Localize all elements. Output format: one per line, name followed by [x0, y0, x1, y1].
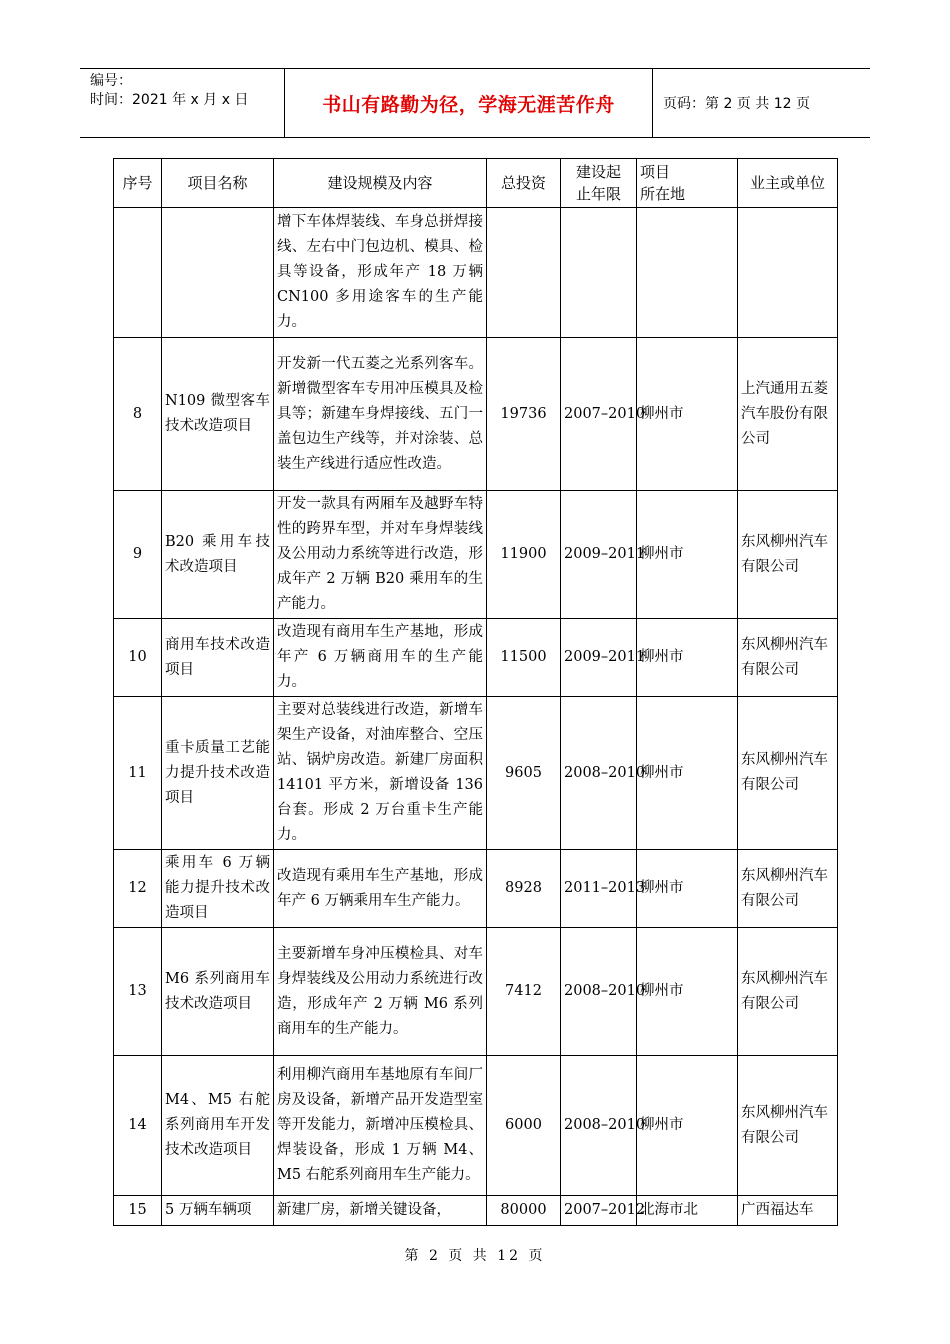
cell-location: 柳州市: [637, 491, 738, 619]
cell-scope: 主要新增车身冲压模检具、对车身焊装线及公用动力系统进行改造，形成年产 2 万辆 M6 系列商用车的生产能力。: [274, 928, 487, 1056]
cell-index: 13: [114, 928, 162, 1056]
cell-name: N109 微型客车技术改造项目: [162, 338, 274, 491]
col-header-years-line1: 建设起: [575, 163, 621, 181]
cell-name: M4、M5 右舵系列商用车开发技术改造项目: [162, 1056, 274, 1196]
cell-name: 商用车技术改造项目: [162, 619, 274, 697]
cell-scope: 增下车体焊装线、车身总拼焊接线、左右中门包边机、模具、检具等设备，形成年产 18 万辆 CN100 多用途客车的生产能力。: [274, 208, 487, 338]
cell-index: 8: [114, 338, 162, 491]
table-row: [114, 208, 838, 338]
col-header-name: 项目名称: [162, 159, 274, 208]
table-row: [114, 697, 838, 850]
table-row: [114, 1196, 838, 1226]
cell-index: 14: [114, 1056, 162, 1196]
table-row: [114, 619, 838, 697]
cell-index: 11: [114, 697, 162, 850]
cell-investment: 19736: [487, 338, 561, 491]
cell-owner: 东风柳州汽车有限公司: [738, 697, 838, 850]
cell-owner: 东风柳州汽车有限公司: [738, 1056, 838, 1196]
cell-owner: 东风柳州汽车有限公司: [738, 619, 838, 697]
cell-name: [162, 208, 274, 338]
cell-owner: 东风柳州汽车有限公司: [738, 850, 838, 928]
col-header-location-line2: 所在地: [640, 185, 686, 203]
cell-scope: 利用柳汽商用车基地原有车间厂房及设备，新增产品开发造型室等开发能力，新增冲压模检具、焊装设备，形成 1 万辆 M4、M5 右舵系列商用车生产能力。: [274, 1056, 487, 1196]
cell-investment: [487, 208, 561, 338]
cell-location: 柳州市: [637, 697, 738, 850]
cell-investment: 11500: [487, 619, 561, 697]
cell-owner: 东风柳州汽车有限公司: [738, 928, 838, 1056]
table-header-row: [114, 159, 838, 208]
cell-location: 柳州市: [637, 1056, 738, 1196]
cell-location: 柳州市: [637, 928, 738, 1056]
col-header-scope: 建设规模及内容: [274, 159, 487, 208]
cell-name: M6 系列商用车技术改造项目: [162, 928, 274, 1056]
col-header-investment: 总投资: [487, 159, 561, 208]
table-row: [114, 1056, 838, 1196]
cell-years: 2008–2010: [561, 697, 637, 850]
table-row: [114, 338, 838, 491]
col-header-location-line1: 项目: [640, 163, 671, 181]
cell-index: 10: [114, 619, 162, 697]
cell-location: 北海市北: [637, 1196, 738, 1226]
cell-index: [114, 208, 162, 338]
cell-years: [561, 208, 637, 338]
cell-scope: 主要对总装线进行改造，新增车架生产设备，对油库整合、空压站、锅炉房改造。新建厂房面积 14101 平方米，新增设备 136 台套。形成 2 万台重卡生产能力。: [274, 697, 487, 850]
cell-location: 柳州市: [637, 619, 738, 697]
cell-index: 9: [114, 491, 162, 619]
header-motto: 书山有路勤为径，学海无涯苦作舟: [285, 69, 653, 137]
header-page-info: 页码：第 2 页 共 12 页: [663, 96, 810, 112]
cell-owner: 广西福达车: [738, 1196, 838, 1226]
cell-location: [637, 208, 738, 338]
table-row: [114, 491, 838, 619]
cell-name: B20 乘用车技术改造项目: [162, 491, 274, 619]
cell-investment: 7412: [487, 928, 561, 1056]
table-row: [114, 850, 838, 928]
project-table: [113, 158, 838, 1226]
col-header-owner: 业主或单位: [738, 159, 838, 208]
page-header: [80, 68, 870, 138]
cell-investment: 6000: [487, 1056, 561, 1196]
cell-name: 乘用车 6 万辆能力提升技术改造项目: [162, 850, 274, 928]
col-header-years: [561, 159, 637, 208]
header-meta: [80, 69, 285, 137]
cell-name: 5 万辆车辆项: [162, 1196, 274, 1226]
cell-index: 12: [114, 850, 162, 928]
cell-location: 柳州市: [637, 338, 738, 491]
col-header-index: 序号: [114, 159, 162, 208]
cell-scope: 改造现有乘用车生产基地，形成年产 6 万辆乘用车生产能力。: [274, 850, 487, 928]
col-header-years-line2: 止年限: [575, 185, 621, 203]
cell-years: 2008–2010: [561, 928, 637, 1056]
cell-scope: 开发新一代五菱之光系列客车。新增微型客车专用冲压模具及检具等；新建车身焊接线、五门一盖包边生产线等，并对涂装、总装生产线进行适应性改造。: [274, 338, 487, 491]
cell-owner: 上汽通用五菱汽车股份有限公司: [738, 338, 838, 491]
cell-location: 柳州市: [637, 850, 738, 928]
cell-years: 2007–2010: [561, 338, 637, 491]
cell-years: 2009–2011: [561, 619, 637, 697]
cell-investment: 80000: [487, 1196, 561, 1226]
table-row: [114, 928, 838, 1056]
cell-owner: 东风柳州汽车有限公司: [738, 491, 838, 619]
col-header-location: [637, 159, 738, 208]
page-footer: 第 2 页 共 12 页: [404, 1248, 546, 1264]
serial-label: 编号：: [90, 73, 132, 89]
cell-scope: 新建厂房，新增关键设备，: [274, 1196, 487, 1226]
time-label: 时间：2021 年 x 月 x 日: [90, 92, 249, 108]
cell-name: 重卡质量工艺能力提升技术改造项目: [162, 697, 274, 850]
cell-scope: 改造现有商用车生产基地，形成年产 6 万辆商用车的生产能力。: [274, 619, 487, 697]
cell-years: 2009–2011: [561, 491, 637, 619]
cell-investment: 11900: [487, 491, 561, 619]
cell-years: 2011–2013: [561, 850, 637, 928]
cell-scope: 开发一款具有两厢车及越野车特性的跨界车型，并对车身焊装线及公用动力系统等进行改造，形成年产 2 万辆 B20 乘用车的生产能力。: [274, 491, 487, 619]
cell-years: 2007–2012: [561, 1196, 637, 1226]
cell-index: 15: [114, 1196, 162, 1226]
cell-investment: 8928: [487, 850, 561, 928]
cell-years: 2008–2010: [561, 1056, 637, 1196]
cell-investment: 9605: [487, 697, 561, 850]
cell-owner: [738, 208, 838, 338]
